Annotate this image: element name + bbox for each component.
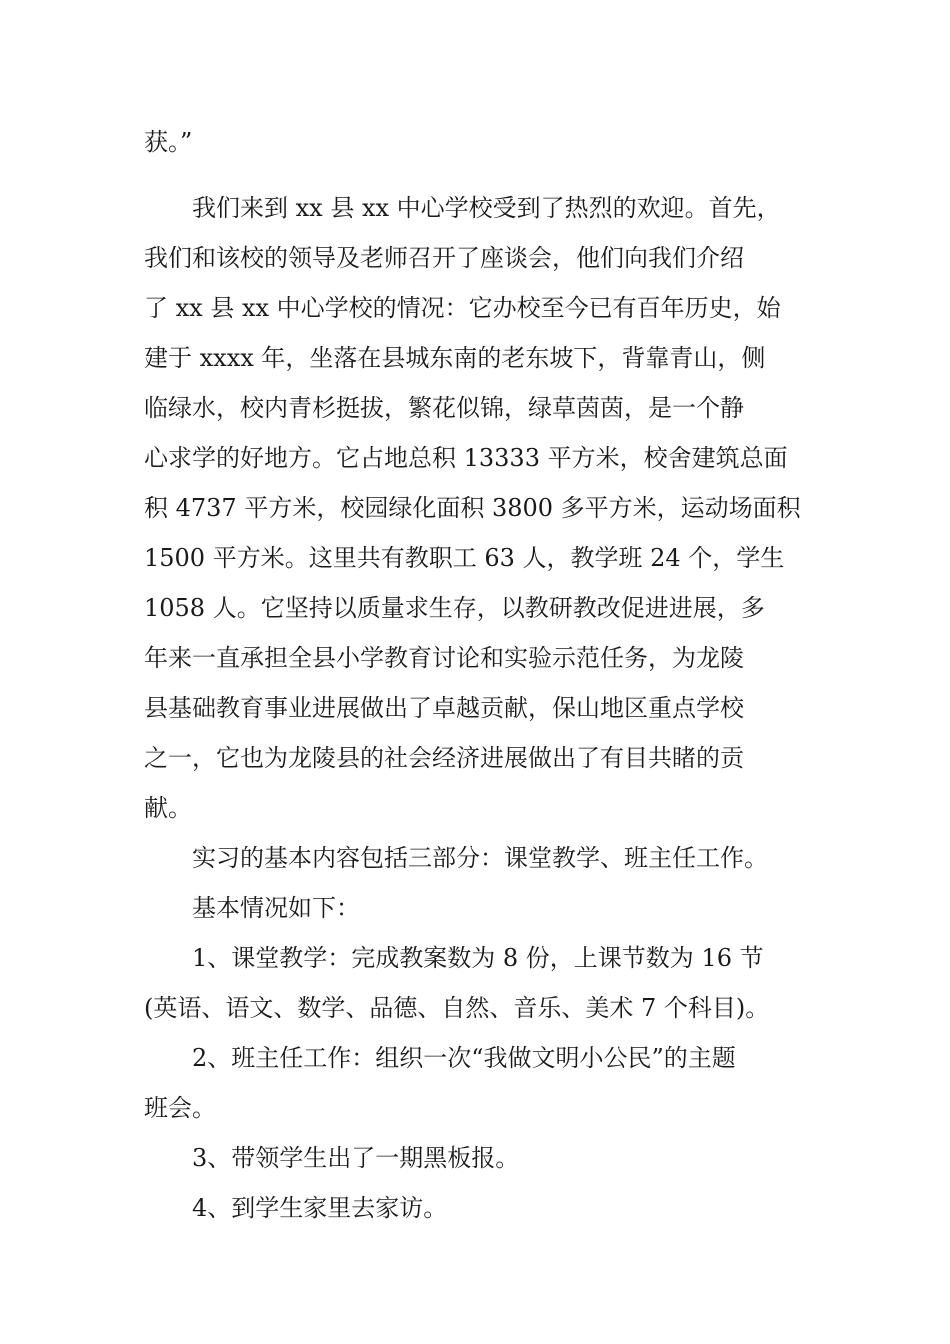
paragraph-line: 1058 人。它坚持以质量求生存，以教研教改促进进展，多 bbox=[144, 594, 765, 622]
paragraph-line: 积 4737 平方米，校园绿化面积 3800 多平方米，运动场面积 bbox=[144, 494, 801, 522]
paragraph-line: 之一，它也为龙陵县的社会经济进展做出了有目共睹的贡 bbox=[144, 744, 744, 772]
paragraph-line: 1500 平方米。这里共有教职工 63 人，教学班 24 个，学生 bbox=[144, 544, 785, 572]
list-item: 1、课堂教学：完成教案数为 8 份，上课节数为 16 节 bbox=[192, 944, 764, 972]
paragraph-line: 了 xx 县 xx 中心学校的情况：它办校至今已有百年历史，始 bbox=[144, 294, 781, 322]
list-item: 2、班主任工作：组织一次“我做文明小公民”的主题 bbox=[192, 1044, 736, 1072]
paragraph-line: 获。” bbox=[144, 128, 193, 156]
paragraph-line: 我们来到 xx 县 xx 中心学校受到了热烈的欢迎。首先， bbox=[192, 194, 781, 222]
list-item: 4、到学生家里去家访。 bbox=[192, 1194, 448, 1222]
list-item-continuation: (英语、语文、数学、品德、自然、音乐、美术 7 个科目)。 bbox=[144, 994, 770, 1022]
paragraph-line: 建于 xxxx 年，坐落在县城东南的老东坡下，背靠青山，侧 bbox=[144, 344, 766, 372]
list-item: 3、带领学生出了一期黑板报。 bbox=[192, 1144, 520, 1172]
paragraph-line: 年来一直承担全县小学教育讨论和实验示范任务，为龙陵 bbox=[144, 644, 744, 672]
paragraph-line: 献。 bbox=[144, 794, 192, 822]
paragraph-line: 我们和该校的领导及老师召开了座谈会，他们向我们介绍 bbox=[144, 244, 744, 272]
paragraph-line: 临绿水，校内青杉挺拔，繁花似锦，绿草茵茵，是一个静 bbox=[144, 394, 744, 422]
paragraph-line: 实习的基本内容包括三部分：课堂教学、班主任工作。 bbox=[192, 844, 768, 872]
paragraph-line: 心求学的好地方。它占地总积 13333 平方米，校舍建筑总面 bbox=[144, 444, 788, 472]
list-item-continuation: 班会。 bbox=[144, 1094, 216, 1122]
paragraph-line: 基本情况如下： bbox=[192, 894, 360, 922]
paragraph-line: 县基础教育事业进展做出了卓越贡献，保山地区重点学校 bbox=[144, 694, 744, 722]
